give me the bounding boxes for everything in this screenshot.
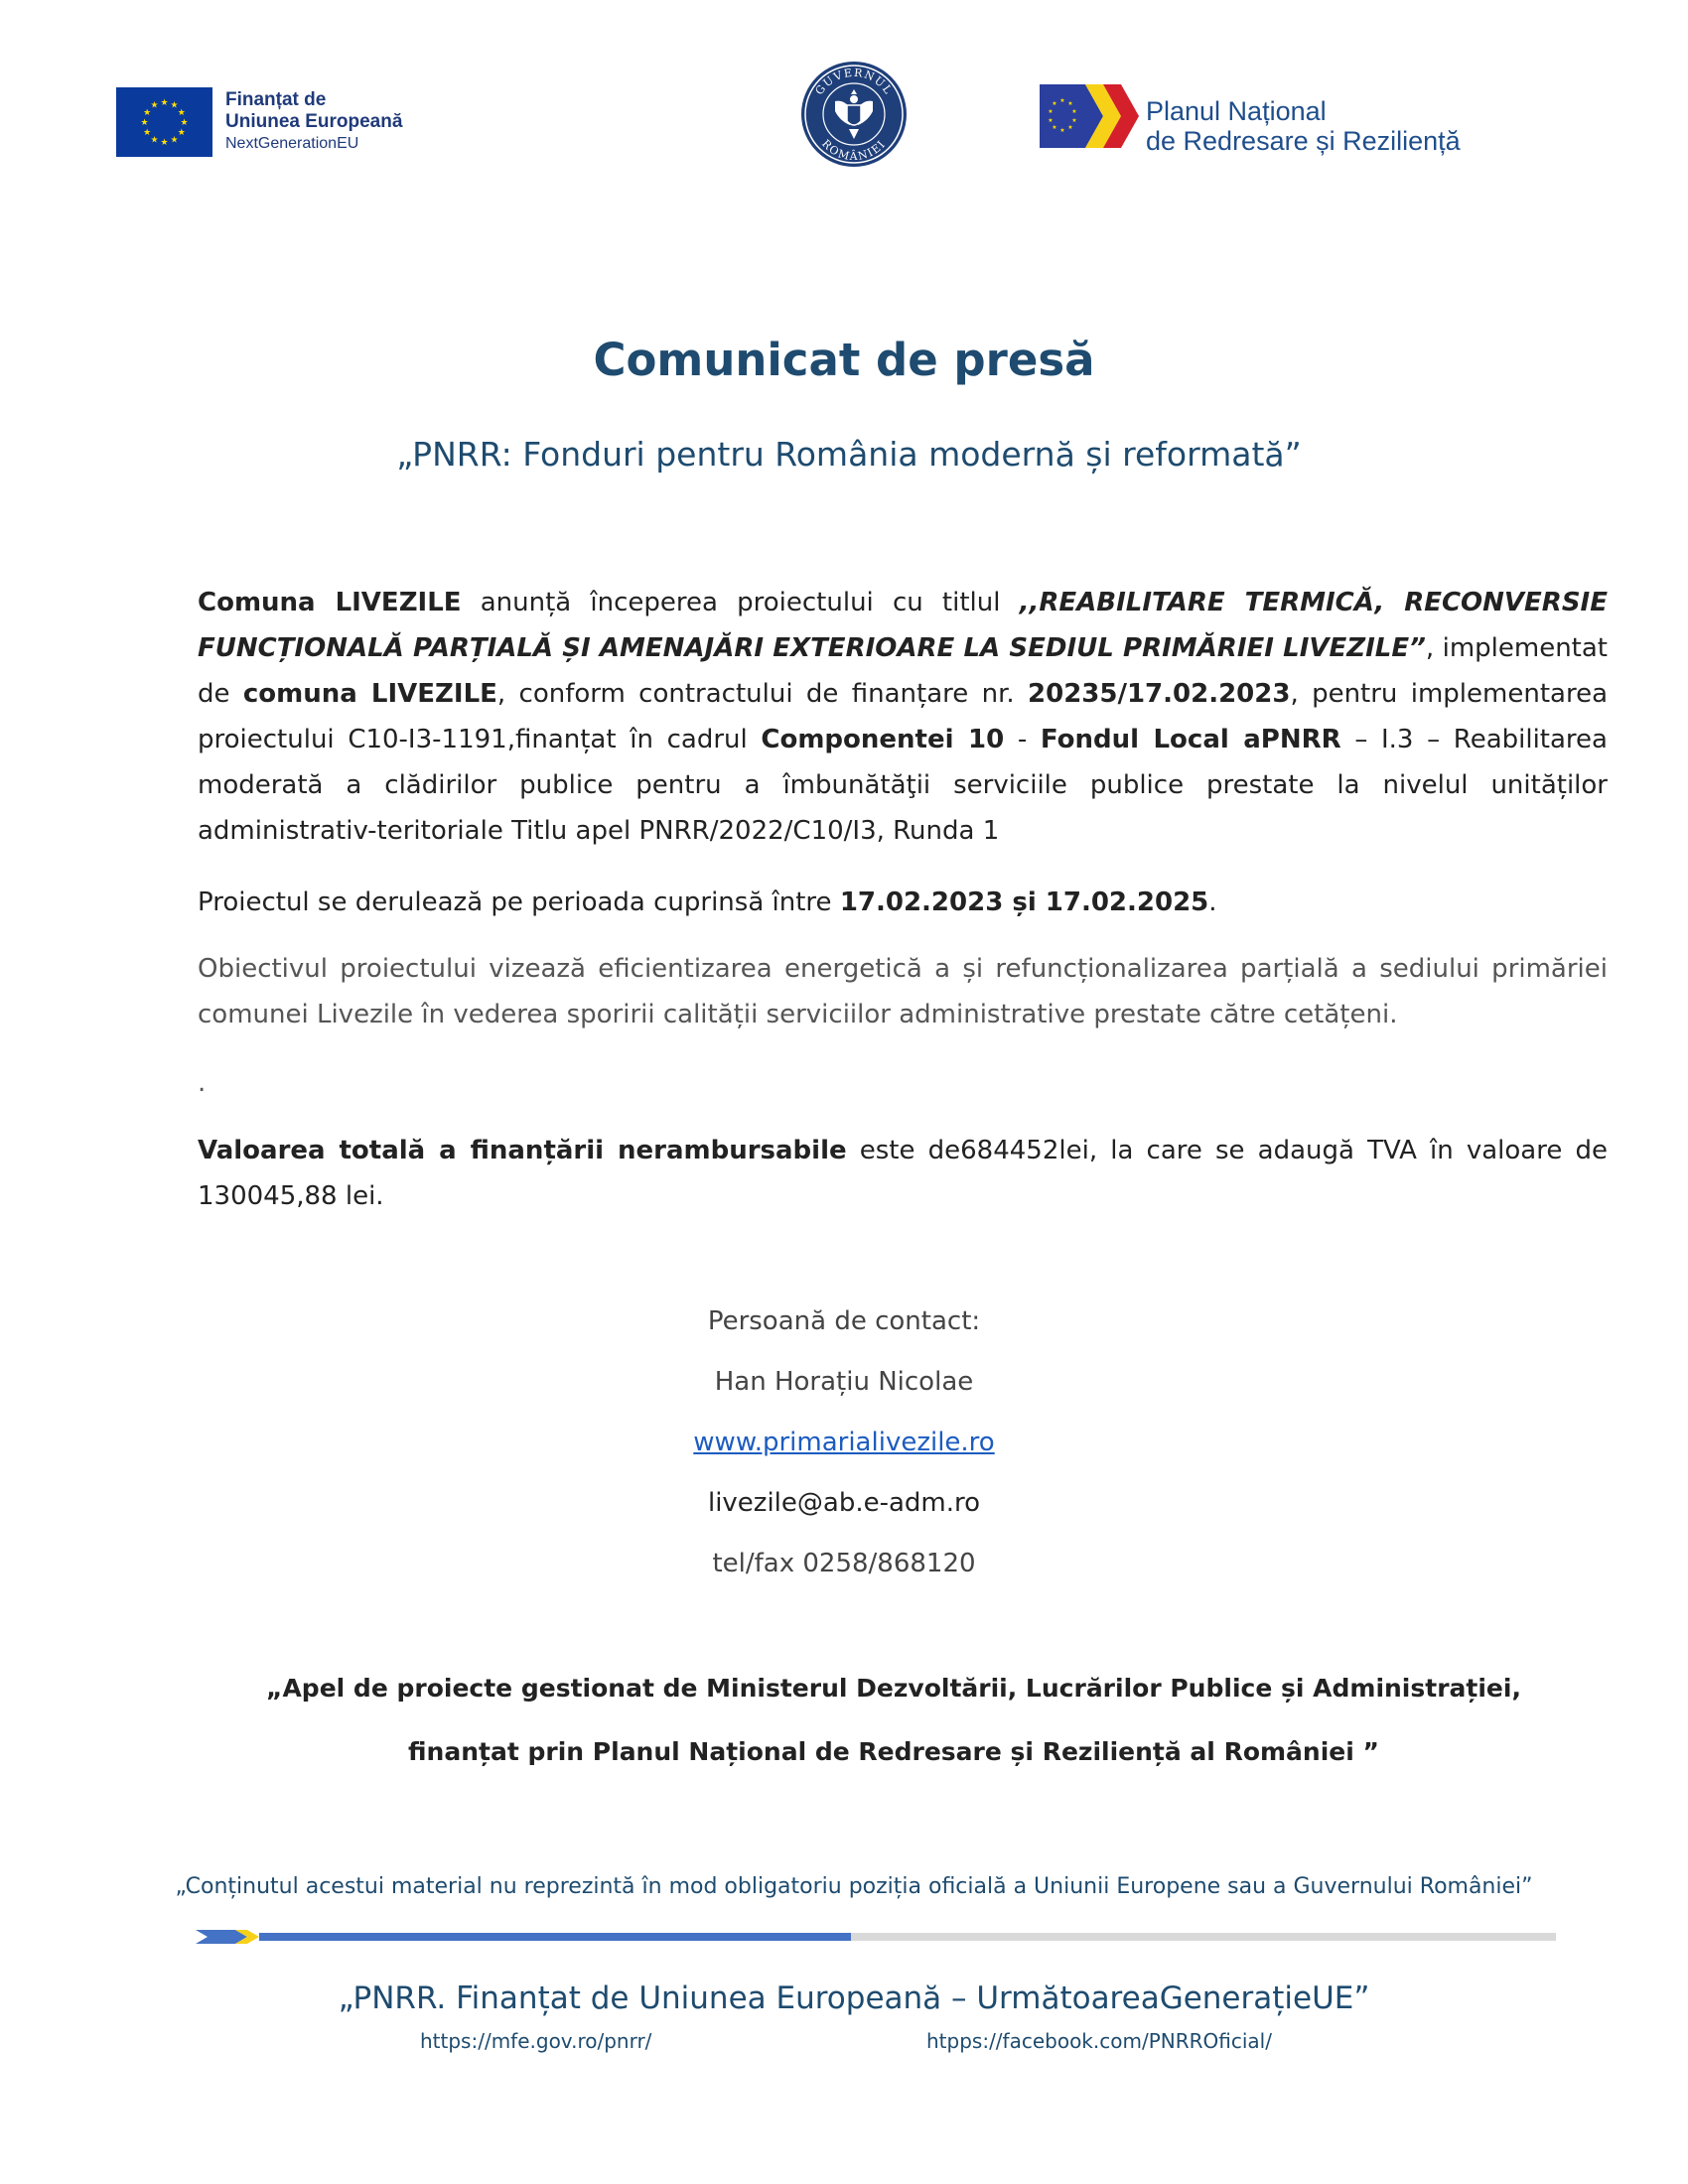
footer-link-facebook[interactable]: htpps://facebook.com/PNRROficial/ bbox=[926, 2029, 1272, 2053]
pnrr-logo bbox=[1040, 84, 1496, 164]
svg-text:★: ★ bbox=[1071, 117, 1077, 124]
svg-text:★: ★ bbox=[170, 135, 179, 146]
svg-text:★: ★ bbox=[1059, 97, 1065, 104]
svg-text:★: ★ bbox=[180, 118, 189, 128]
call-statement-line1: „Apel de proiecte gestionat de Ministerul Dezvoltării, Lucrărilor Publice și Administrației, bbox=[266, 1674, 1521, 1703]
paragraph-dot: . bbox=[198, 1068, 207, 1098]
svg-text:★: ★ bbox=[143, 108, 152, 118]
eu-logo-line1: Finanțat de bbox=[225, 89, 327, 110]
text-span: Proiectul se derulează pe perioada cuprinsă între bbox=[198, 887, 840, 917]
svg-text:★: ★ bbox=[1052, 124, 1057, 131]
text-span: – I.3 – Reabilitarea moderată a clădirilor publice pentru a îmbunătăţii serviciile publice prestate la nivelul unităților administrativ-teritoriale Titlu apel PNRR/2022/C10/I3, Runda 1 bbox=[198, 725, 1608, 846]
svg-text:★: ★ bbox=[160, 138, 169, 148]
eu-logo-line3: NextGenerationEU bbox=[225, 135, 359, 152]
svg-text:★: ★ bbox=[1052, 100, 1057, 107]
svg-text:★: ★ bbox=[140, 118, 149, 128]
pnrr-logo-line2: de Redresare și Reziliență bbox=[1146, 126, 1461, 156]
eu-logo-text bbox=[225, 89, 402, 155]
footer-color-bar bbox=[196, 1928, 1556, 1946]
text-span: , conform contractului de finanțare nr. bbox=[496, 679, 1029, 709]
svg-text:★: ★ bbox=[1071, 108, 1077, 115]
pnrr-logo-line1: Planul Național bbox=[1146, 96, 1327, 126]
svg-text:★: ★ bbox=[1067, 124, 1073, 131]
svg-text:★: ★ bbox=[160, 98, 169, 108]
paragraph-project-period bbox=[198, 880, 1608, 925]
paragraph-project-objective: Obiectivul proiectului vizează eficientizarea energetică a și refuncționalizarea parțială a sediului primăriei comunei Livezile în vederea sporirii calității serviciilor administrative prestate către cetățeni. bbox=[198, 954, 1608, 1029]
component-name: Componentei 10 bbox=[761, 725, 1005, 754]
page-subtitle: „PNRR: Fonduri pentru România modernă și reformată” bbox=[396, 435, 1302, 474]
svg-text:★: ★ bbox=[1048, 108, 1054, 115]
contact-label: Persoană de contact: bbox=[707, 1306, 981, 1336]
svg-text:★: ★ bbox=[150, 135, 159, 146]
svg-text:★: ★ bbox=[170, 100, 179, 111]
project-dates: 17.02.2023 și 17.02.2025 bbox=[839, 887, 1209, 917]
page-title: Comunicat de presă bbox=[593, 334, 1095, 386]
text-span: , pentru implementarea proiectului C10-I3-1191,finanțat în cadrul bbox=[198, 679, 1609, 754]
text-span: . bbox=[1208, 887, 1217, 917]
contact-name: Han Horațiu Nicolae bbox=[714, 1367, 974, 1397]
contact-email: livezile@ab.e-adm.ro bbox=[707, 1488, 981, 1518]
government-seal-icon bbox=[799, 60, 909, 169]
fund-name: Fondul Local aPNRR bbox=[1040, 725, 1341, 754]
commune-name: Comuna LIVEZILE bbox=[198, 588, 462, 617]
svg-text:★: ★ bbox=[1067, 100, 1073, 107]
footer-disclaimer: „Conținutul acestui material nu reprezintă în mod obligatoriu poziția oficială a Uniunii Europene sau a Guvernului României” bbox=[175, 1874, 1533, 1899]
contract-number: 20235/17.02.2023 bbox=[1028, 679, 1291, 709]
svg-text:★: ★ bbox=[150, 100, 159, 111]
implementer-name: comuna LIVEZILE bbox=[242, 679, 497, 709]
website-link[interactable]: www.primarialivezile.ro bbox=[693, 1428, 995, 1457]
svg-text:★: ★ bbox=[143, 128, 152, 138]
project-title: ,,REABILITARE TERMICĂ, RECONVERSIE FUNCȚIONALĂ PARȚIALĂ ȘI AMENAJĂRI EXTERIOARE LA SEDIUL PRIMĂRIEI LIVEZILE” bbox=[198, 588, 1608, 663]
footer-link-mfe[interactable]: https://mfe.gov.ro/pnrr/ bbox=[420, 2029, 652, 2053]
text-span: , implementat de bbox=[198, 633, 1608, 709]
romanian-government-seal bbox=[799, 60, 909, 169]
svg-text:★: ★ bbox=[177, 128, 186, 138]
paragraph-funding-value bbox=[198, 1128, 1608, 1219]
bar-blue-segment bbox=[259, 1933, 851, 1941]
eu-flag-icon bbox=[116, 87, 212, 157]
eu-funding-logo bbox=[116, 87, 414, 157]
contact-phone: tel/fax 0258/868120 bbox=[712, 1549, 976, 1578]
pnrr-logo-text bbox=[1146, 96, 1461, 156]
paragraph-project-announcement bbox=[198, 580, 1608, 854]
funding-label: Valoarea totală a finanțării nerambursabile bbox=[198, 1136, 847, 1165]
call-statement-line2: finanțat prin Planul Național de Redresare și Reziliență al României ” bbox=[408, 1737, 1379, 1766]
text-span: anunță începerea proiectului cu titlul bbox=[461, 588, 1020, 617]
eu-logo-line2: Uniunea Europeană bbox=[225, 111, 403, 132]
svg-text:★: ★ bbox=[1048, 117, 1054, 124]
bar-grey-segment bbox=[851, 1933, 1556, 1941]
svg-text:ROMÂNIEI: ROMÂNIEI bbox=[819, 137, 889, 164]
svg-text:GUVERNUL: GUVERNUL bbox=[812, 66, 896, 98]
funding-amount-text: este de684452lei, la care se adaugă TVA în valoare de 130045,88 lei. bbox=[198, 1136, 1608, 1211]
svg-text:★: ★ bbox=[177, 108, 186, 118]
text-span: - bbox=[1004, 725, 1041, 754]
pnrr-flag-arrow-icon bbox=[1040, 84, 1142, 148]
svg-text:★: ★ bbox=[1059, 127, 1065, 134]
footer-slogan: „PNRR. Finanțat de Uniunea Europeană – UrmătoareaGenerațieUE” bbox=[338, 1980, 1370, 2016]
